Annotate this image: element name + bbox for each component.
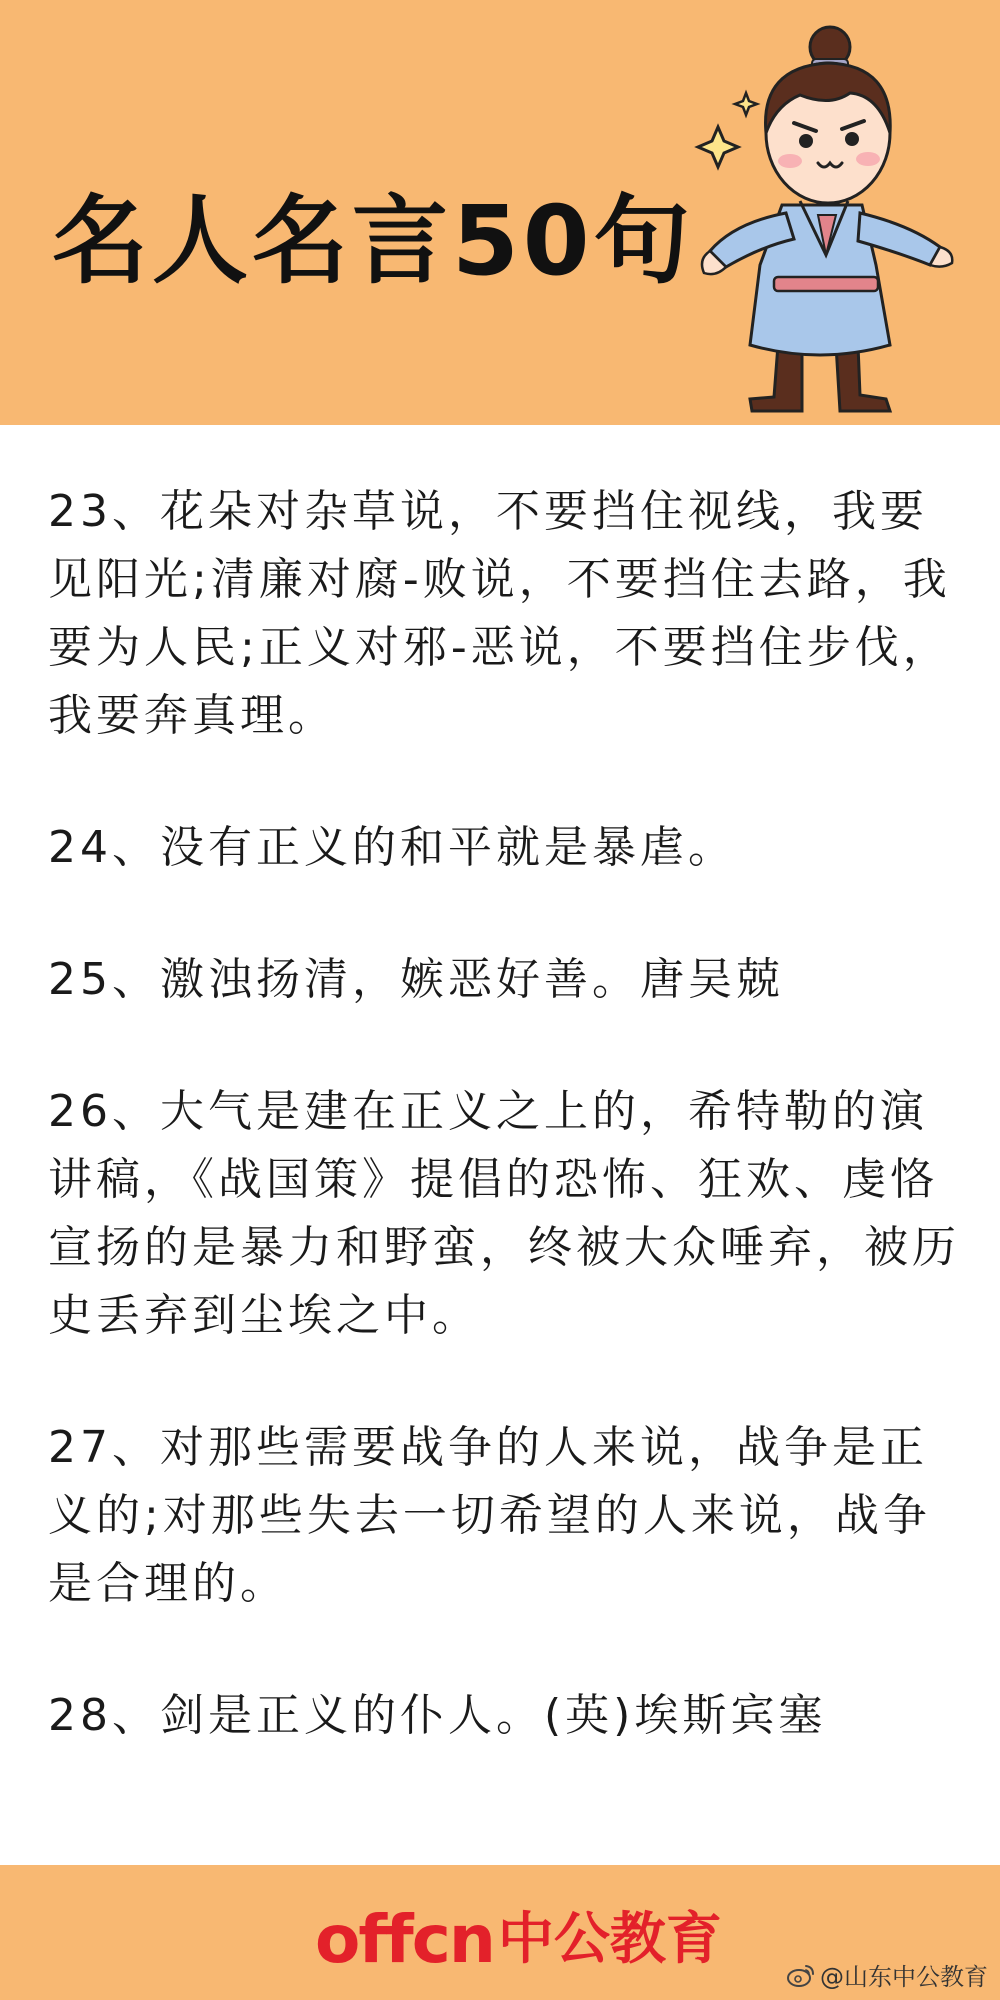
brand-logo xyxy=(315,1901,722,1978)
weibo-icon xyxy=(786,1962,816,1988)
mascot-illustration xyxy=(690,15,970,420)
quote-item: 26、大气是建在正义之上的，希特勒的演讲稿，《战国策》提倡的恐怖、狂欢、虔恪宣扬的是暴力和野蛮，终被大众唾弃，被历史丢弃到尘埃之中。 xyxy=(48,1086,960,1341)
header-banner xyxy=(0,0,1000,425)
footer-banner xyxy=(0,1865,1000,2000)
quote-item: 23、花朵对杂草说，不要挡住视线，我要见阳光;清廉对腐-败说，不要挡住去路，我要为人民;正义对邪-恶说，不要挡住步伐，我要奔真理。 xyxy=(48,486,951,741)
quote-list xyxy=(48,478,963,1814)
weibo-watermark xyxy=(786,1957,988,1992)
page-title: 名人名言50句 xyxy=(52,185,694,297)
quote-item: 25、激浊扬清，嫉恶好善。唐吴兢 xyxy=(48,954,784,1005)
quote-item: 28、剑是正义的仆人。(英)埃斯宾塞 xyxy=(48,1690,827,1741)
weibo-handle: @山东中公教育 xyxy=(820,1963,988,1991)
brand-logo-text: offcn xyxy=(315,1901,494,1978)
quote-item: 27、对那些需要战争的人来说，战争是正义的;对那些失去一切希望的人来说，战争是合理的。 xyxy=(48,1422,931,1609)
brand-name: 中公教育 xyxy=(497,1907,722,1972)
quote-item: 24、没有正义的和平就是暴虐。 xyxy=(48,822,736,873)
